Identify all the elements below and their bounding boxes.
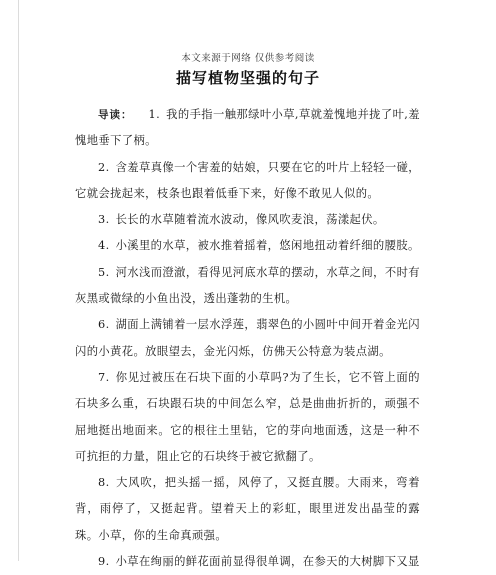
paragraph-text: 我的手指一触那绿叶小草,草就羞愧地并拢了叶,羞愧地垂下了柄。 — [75, 108, 421, 148]
paragraph-text: 小草在绚丽的鲜花面前显得很单调，在参天的大树脚下又显 — [115, 555, 420, 569]
paragraph-text: 湖面上满铺着一层水浮莲，翡翠色的小圆叶中间开着金光闪闪的小黄花。放眼望去，金光闪烁，仿佛天公特意为装点湖。 — [75, 318, 420, 358]
paragraph-6 — [75, 312, 420, 365]
paragraph-text: 你见过被压在石块下面的小草吗?为了生长，它不管上面的石块多么重，石块跟石块的中间怎么窄，总是曲曲折折的，顽强不屈地挺出地面来。它的根往土里钻，它的芽向地面透，这是一种不可抗拒的力量，阻止它的石块终于被它掀翻了。 — [75, 370, 420, 463]
paragraph-4 — [75, 233, 420, 259]
paragraph-3 — [75, 207, 420, 233]
source-note: 本文来源于网络 仅供参考阅读 — [181, 53, 315, 64]
document-title: 描写植物坚强的句子 — [175, 69, 320, 87]
paragraph-number: 1. — [148, 108, 161, 121]
paragraph-1 — [75, 102, 420, 155]
paragraph-number: 4. — [98, 239, 110, 253]
paragraph-number: 6. — [98, 318, 110, 332]
paragraph-number: 9. — [98, 555, 110, 569]
paragraph-8 — [75, 470, 420, 549]
paragraph-9 — [75, 549, 420, 575]
paragraph-number: 8. — [98, 476, 110, 490]
paragraph-text: 含羞草真像一个害羞的姑娘，只要在它的叶片上轻轻一碰，它就会拢起来，枝条也跟着低垂下来，好像不敢见人似的。 — [75, 160, 420, 200]
guide-label: 导读： — [98, 109, 133, 121]
document-body — [75, 102, 420, 575]
paragraph-7 — [75, 365, 420, 470]
paragraph-number: 5. — [98, 265, 110, 279]
paragraph-5 — [75, 260, 420, 313]
paragraph-text: 小溪里的水草，被水推着摇着，悠闲地扭动着纤细的腰肢。 — [115, 239, 420, 253]
paragraph-text: 河水浅而澄澈，看得见河底水草的摆动，水草之间，不时有灰黑或微绿的小鱼出没，透出蓬勃的生机。 — [75, 265, 420, 306]
paragraph-number: 7. — [98, 370, 110, 384]
paragraph-number: 3. — [98, 213, 110, 227]
paragraph-2 — [75, 155, 420, 208]
paragraph-text: 大风吹，把头摇一摇，风停了，又挺直腰。大雨来，弯着背，雨停了，又挺起背。望着天上的彩虹，眼里迸发出晶莹的露珠。小草，你的生命真顽强。 — [75, 476, 420, 542]
paragraph-text: 长长的水草随着流水波动，像风吹麦浪，荡漾起伏。 — [115, 213, 385, 227]
paragraph-number: 2. — [98, 160, 110, 174]
